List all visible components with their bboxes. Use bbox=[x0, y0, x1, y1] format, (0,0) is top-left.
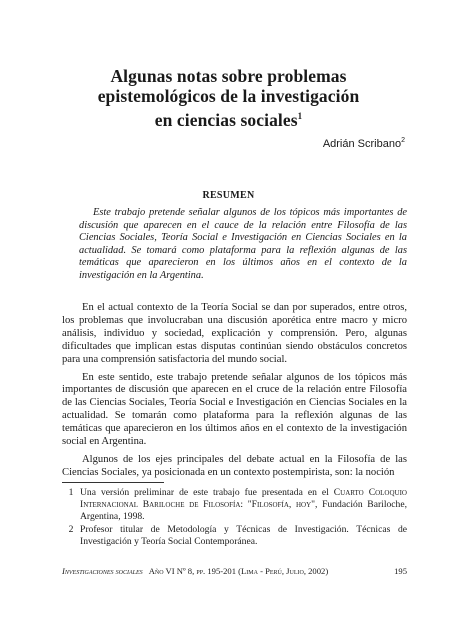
footnote-2 bbox=[62, 524, 407, 548]
journal-name: Investigaciones sociales bbox=[62, 566, 143, 576]
abstract-heading: RESUMEN bbox=[202, 190, 255, 201]
abstract-text: Este trabajo pretende señalar algunos de los tópicos más importantes de discusión que aparecen en el cauce de la relación entre Filosofía de las Ciencias Sociales, Teoría Social e Investigación en Ciencias Sociales en la actualidad. Se tomará como plataforma para la reflexión algunas de las temáticas que aparecieron en los últimos años en el contexto de la investigación en la Argentina. bbox=[79, 207, 407, 281]
footnote-number: 1 bbox=[68, 487, 74, 498]
article-title bbox=[60, 66, 397, 130]
title-line-1: Algunas notas sobre problemas bbox=[110, 66, 347, 86]
issue-info: Año VI Nº 8, pp. 195-201 (Lima - Perú, Julio, 2002) bbox=[148, 566, 329, 576]
title-footnote-mark: 1 bbox=[297, 111, 303, 121]
author-footnote-mark: 2 bbox=[401, 137, 405, 144]
footnote-separator bbox=[62, 482, 164, 483]
footnote-text: Profesor titular de Metodología y Técnicas de Investigación. Técnicas de Investigación y Teoría Social Contemporánea. bbox=[80, 524, 407, 548]
footnote-text bbox=[80, 487, 407, 522]
body-paragraph-3: Algunos de los ejes principales del debate actual en la Filosofía de las Ciencias Sociales, ya posicionada en un contexto postempirista, son: la noción bbox=[62, 453, 407, 478]
author-name-text: Adrián Scribano bbox=[322, 138, 402, 150]
title-line-2: epistemológicos de la investigación bbox=[97, 86, 360, 106]
body-paragraph-1: En el actual contexto de la Teoría Social se dan por superados, entre otros, los problemas que involucraban una discusión aporética entre macro y micro análisis, individuo y sociedad, explicación y comprensión. Pero, algunas dificultades que implican estas disputas continúan siendo obstáculos concretos para una comprensión satisfactoria del mundo social. bbox=[62, 302, 407, 365]
footnote-1 bbox=[62, 487, 407, 522]
page-number: 195 bbox=[394, 566, 407, 576]
footnote-text-part: , Fundación Bariloche, Argentina, 1998. bbox=[80, 498, 407, 522]
footnotes bbox=[62, 487, 407, 550]
title-line-3-text: en ciencias sociales bbox=[154, 110, 298, 130]
body-text bbox=[62, 302, 407, 485]
title-line-3 bbox=[60, 106, 397, 130]
footnote-number: 2 bbox=[68, 524, 74, 536]
running-footer bbox=[62, 566, 407, 576]
body-paragraph-2: En este sentido, este trabajo pretende señalar algunos de los tópicos más importantes de discusión que aparecen en el cruce de la relación entre Filosofía de las Ciencias Sociales, Teoría Social e Investigación en Ciencias Sociales en la actualidad. Se tomarán como plataforma para la reflexión algunas de las temáticas que aparecieron en los últimos años en el contexto de la investigación social en Argentina. bbox=[62, 371, 407, 448]
footnote-colloquium-name: Cuarto Coloquio Internacional Bariloche de Filosofía: "Filosofía, hoy" bbox=[80, 487, 407, 510]
footnote-text-part: Una versión preliminar de este trabajo fue presentada en el bbox=[80, 487, 334, 498]
author-name bbox=[323, 137, 405, 150]
